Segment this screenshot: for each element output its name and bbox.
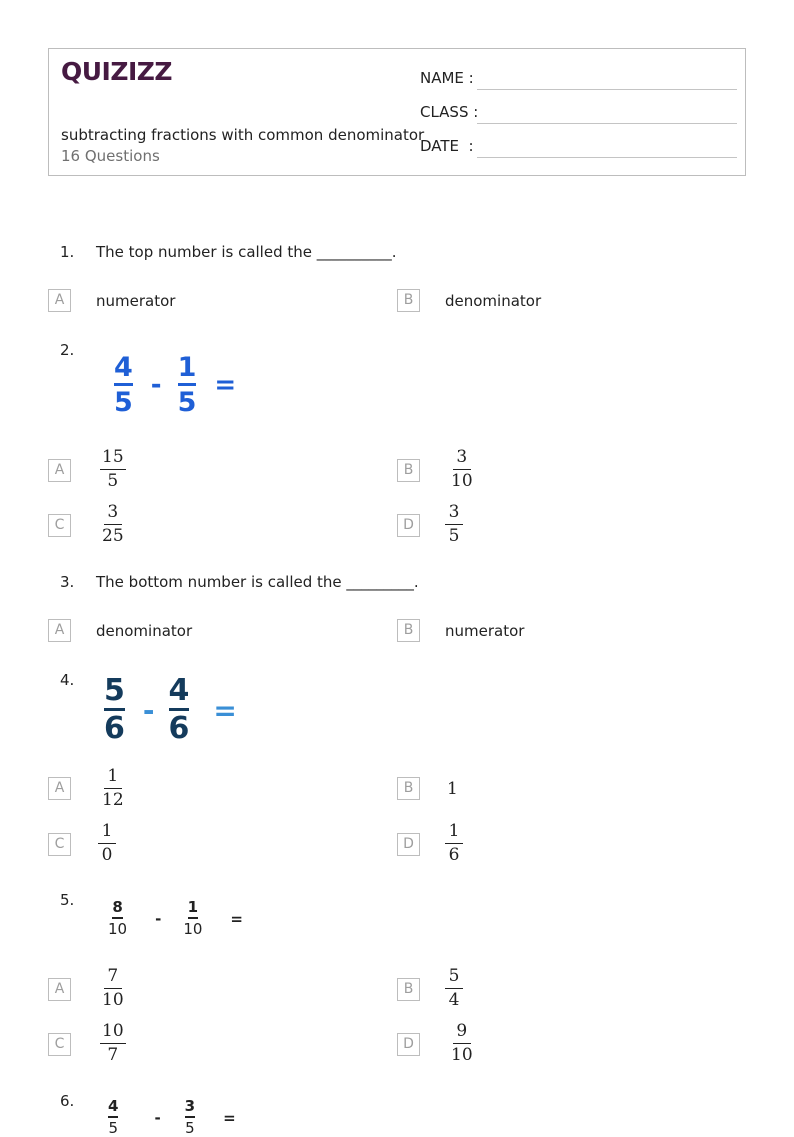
- q4-option-b-value: 1: [447, 779, 458, 799]
- q2-option-a-fraction: $\frac{15}{5}$: [102, 447, 124, 491]
- q2-fraction-right: $\frac{1}{5}$: [177, 352, 197, 418]
- question-2-expression-image: [114, 354, 236, 416]
- q2-option-d-fraction: $\frac{3}{5}$: [445, 504, 463, 545]
- q1-option-a-text: numerator: [96, 292, 176, 310]
- q6-fraction-left: 4 5: [108, 1097, 119, 1137]
- q3-option-b-text: numerator: [445, 622, 525, 640]
- question-5-expression-image: [108, 900, 243, 937]
- q5-option-b-letter[interactable]: B: [397, 978, 420, 1001]
- q2-minus-sign: -: [150, 370, 162, 400]
- worksheet-title: subtracting fractions with common denominator: [61, 126, 425, 144]
- q5-equals-sign: =: [230, 909, 243, 928]
- q5-option-c-fraction: $\frac{10}{7}$: [102, 1021, 124, 1065]
- q4-option-b-letter[interactable]: B: [397, 777, 420, 800]
- date-line[interactable]: [477, 157, 737, 158]
- question-5-number: 5.: [60, 891, 75, 909]
- q1-option-b-text: denominator: [445, 292, 542, 310]
- q2-equals-sign: =: [214, 370, 237, 400]
- q2-option-c-letter[interactable]: C: [48, 514, 71, 537]
- q4-option-c-fraction: $\frac{1}{0}$: [98, 823, 116, 864]
- q4-option-d-fraction: $\frac{1}{6}$: [445, 823, 463, 864]
- question-4-number: 4.: [60, 671, 75, 689]
- question-2-number: 2.: [60, 341, 75, 359]
- q2-option-a-letter[interactable]: A: [48, 459, 71, 482]
- q2-option-d-letter[interactable]: D: [397, 514, 420, 537]
- q4-fraction-left: 5 6: [104, 673, 125, 746]
- q3-option-b-letter[interactable]: B: [397, 619, 420, 642]
- question-1-text: The top number is called the __________.: [96, 243, 397, 261]
- q1-option-a-letter[interactable]: A: [48, 289, 71, 312]
- q2-option-b-fraction: $\frac{3}{10}$: [451, 447, 473, 491]
- question-count: 16 Questions: [61, 147, 160, 165]
- q5-option-c-letter[interactable]: C: [48, 1033, 71, 1056]
- q4-option-c-letter[interactable]: C: [48, 833, 71, 856]
- q4-fraction-right: $\frac{4}{6}$: [168, 673, 190, 746]
- q5-option-a-letter[interactable]: A: [48, 978, 71, 1001]
- class-line[interactable]: [477, 123, 737, 124]
- name-label: NAME :: [420, 69, 474, 87]
- q2-option-b-letter[interactable]: B: [397, 459, 420, 482]
- question-3-number: 3.: [60, 573, 75, 591]
- q6-fraction-right: $\frac{3}{5}$: [184, 1097, 196, 1137]
- q5-option-d-fraction: $\frac{9}{10}$: [451, 1021, 473, 1065]
- q2-fraction-left: 4 5: [114, 352, 133, 418]
- q5-minus-sign: -: [155, 909, 162, 928]
- q4-equals-sign: =: [213, 693, 237, 727]
- q5-option-a-fraction: $\frac{7}{10}$: [102, 966, 124, 1010]
- q4-option-d-letter[interactable]: D: [397, 833, 420, 856]
- question-6-expression-image: [108, 1099, 236, 1136]
- q5-option-d-letter[interactable]: D: [397, 1033, 420, 1056]
- q3-option-a-letter[interactable]: A: [48, 619, 71, 642]
- quizizz-logo: QUIZIZZ: [61, 57, 173, 86]
- q3-option-a-text: denominator: [96, 622, 193, 640]
- question-1-number: 1.: [60, 243, 75, 261]
- q4-minus-sign: -: [142, 693, 155, 727]
- q5-fraction-left: 8 10: [108, 898, 128, 938]
- question-3-text: The bottom number is called the _________.: [96, 573, 419, 591]
- question-6-number: 6.: [60, 1092, 75, 1110]
- worksheet-header: [48, 48, 746, 176]
- q4-option-a-fraction: $\frac{1}{12}$: [102, 766, 124, 810]
- q1-option-b-letter[interactable]: B: [397, 289, 420, 312]
- q6-equals-sign: =: [223, 1108, 236, 1127]
- date-label: DATE :: [420, 137, 474, 155]
- q6-minus-sign: -: [154, 1108, 161, 1127]
- q2-option-c-fraction: $\frac{3}{25}$: [102, 502, 124, 546]
- question-4-expression-image: [104, 673, 237, 746]
- q5-fraction-right: $\frac{1}{10}$: [183, 898, 203, 938]
- q4-option-a-letter[interactable]: A: [48, 777, 71, 800]
- q5-option-b-fraction: $\frac{5}{4}$: [445, 968, 463, 1009]
- date-field[interactable]: [420, 137, 735, 157]
- class-label: CLASS :: [420, 103, 479, 121]
- class-field[interactable]: [420, 103, 735, 123]
- name-field[interactable]: [420, 69, 735, 89]
- name-line[interactable]: [477, 89, 737, 90]
